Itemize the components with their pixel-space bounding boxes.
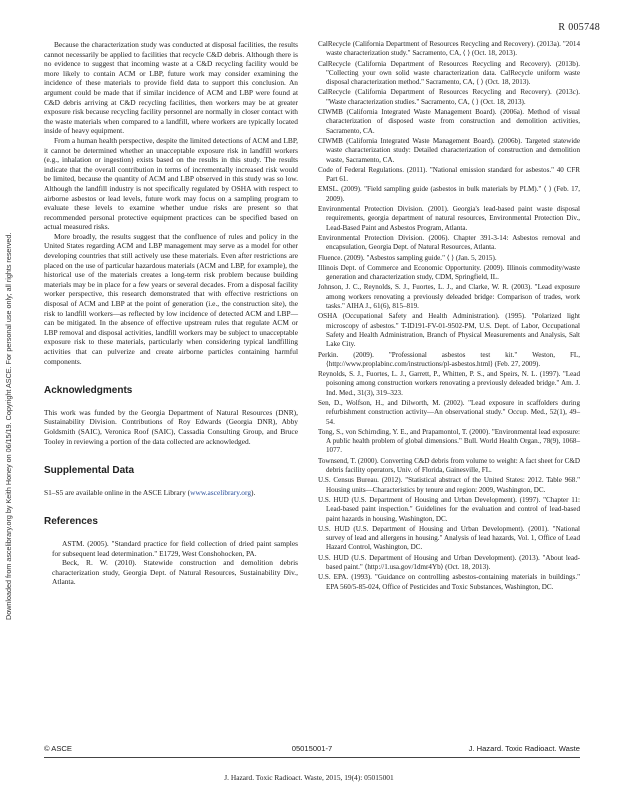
reference-entry: Reynolds, S. J., Fuortes, L. J., Garrett, P., Whitten, P. S., and Speirs, N. L. (1997). "Lead poisoning among construction workers renovating a previously deleaded bridge." Am. J. Ind. Med., 31(3), 319–323.: [318, 370, 580, 397]
reference-entry: CIWMB (California Integrated Waste Management Board). (2006a). Method of visual characterization of disposed waste from construction and demolition activities, Sacramento, CA.: [318, 108, 580, 135]
journal-name: J. Hazard. Toxic Radioact. Waste: [468, 744, 580, 753]
copyright-label: © ASCE: [44, 744, 72, 753]
reference-entry: Code of Federal Regulations. (2011). "National emission standard for asbestos." 40 CFR Part 61.: [318, 165, 580, 184]
reference-entry: Environmental Protection Division. (2001). Georgia's lead-based paint waste disposal requirements, georgia department of natural resources, Environmental Protection Div., Lead-Based Paint and Asbestos Program, Atlanta.: [318, 205, 580, 232]
reference-entry: U.S. HUD (U.S. Department of Housing and Urban Development). (1997). "Chapter 11: Lead-based paint inspection." Guidelines for the evaluation and control of lead-based paint hazards in housing, Washington, DC.: [318, 495, 580, 523]
supplemental-pre: S1–S5 are available online in the ASCE Library (: [44, 487, 191, 497]
reference-entry: CIWMB (California Integrated Waste Management Board). (2006b). Targeted statewide waste characterization study: Detailed characterization of construction and demolition waste, Sacramento, CA.: [318, 136, 580, 164]
reference-entry: Johnson, J. C., Reynolds, S. J., Fuortes, L. J., and Clarke, W. R. (2003). "Lead exposure among workers renovating a previously deleaded bridge: Comparison of trades, work tasks." AIHA J., 61(6), 815–819.: [318, 283, 580, 311]
reference-entry: U.S. Census Bureau. (2012). "Statistical abstract of the United States: 2012. Table 968." Housing units—Characteristics by tenure and region: 2009, Washington, DC.: [318, 476, 580, 494]
right-column: [318, 40, 580, 593]
body-paragraph: More broadly, the results suggest that the confluence of rules and policy in the United States regarding ACM and LBP management may serve as a model for other developing countries that still actively use these materials. Even after restrictions are placed on the use of particular hazardous materials (ACM and LBP, for example), the historical use of the materials creates a long-term risk problem because building materials may be in place for a few years or several decades. From a disposal facility worker perspective, this research demonstrated that with effective restrictions on disposal of ACM and LBP at the point of generation (i.e., the construction site), the risk to landfill workers—as reflected by low incidence of detected ACM and LBP—can be mitigated. In the absence of effective upstream rules that regulate ACM or LBP removal and disposal activities, landfill workers may be subject to unacceptable exposure risk to these materials, particularly when considering typical landfilling activities that can pulverize and create airborne particles containing harmful components.: [44, 231, 298, 366]
reference-entry: Tong, S., von Schirnding, Y. E., and Prapamontol, T. (2000). "Environmental lead exposure: A public health problem of global dimensions." Bull. World Health Organ., 78(9), 1068–1077.: [318, 427, 580, 455]
article-code: 05015001-7: [291, 744, 333, 753]
reference-entry: CalRecycle (California Department of Resources Recycling and Recovery). (2013c). "Waste characterization studies." Sacramento, CA, ⟨ ⟩ (Oct. 18, 2013).: [318, 88, 580, 106]
body-paragraph: Because the characterization study was conducted at disposal facilities, the results cannot necessarily be applied to facilities that recycle C&D debris. Although there is no evidence to suggest that incoming waste at a C&D recycling facility would be more likely to contain ACM or LBP, future work may consider examining the incidence of these materials to provide field data to support this conclusion. An argument could be made that if similar incidence of ACM and LBP were found at C&D debris arriving at C&D recycling facilities, then workers may be at greater exposure risk because recycling facility personnel are normally in closer contact with the waste materials when compared to a landfill, where workers are typically located inside of heavy equipment.: [44, 40, 298, 136]
reference-entry: CalRecycle (California Department of Resources Recycling and Recovery). (2013a). "2014 waste characterization study." Sacramento, CA, ⟨ ⟩ (Oct. 18, 2013).: [318, 40, 580, 58]
citation-line: J. Hazard. Toxic Radioact. Waste, 2015, 19(4): 05015001: [224, 773, 394, 782]
reference-entry: Illinois Dept. of Commerce and Economic Opportunity. (2009). Illinois commodity/waste generation and characterization study, CDM, Springfield, IL.: [318, 263, 580, 282]
references-heading: References: [44, 516, 98, 528]
reference-entry: Townsend, T. (2000). Converting C&D debris from volume to weight: A fact sheet for C&D debris facility operators, Univ. of Florida, Gainesville, FL.: [318, 456, 580, 475]
left-column: [44, 40, 298, 587]
reference-entry: Fluence. (2009). "Asbestos sampling guide." ⟨ ⟩ (Jan. 5, 2015).: [318, 253, 497, 262]
supplemental-post: ).: [251, 487, 256, 497]
reference-entry: U.S. HUD (U.S. Department of Housing and Urban Development). (2013). "About lead-based paint." ⟨http://1.usa.gov/1dmr4Yb⟩ (Oct. 18, 2013).: [318, 553, 580, 572]
reference-entry: U.S. EPA. (1993). "Guidance on controlling asbestos-containing materials in buildings." EPA 560/5-85-024, Office of Pesticides and Toxic Substances, Washington, DC.: [318, 573, 580, 591]
download-sidebar: [4, 200, 18, 620]
reference-entry: OSHA (Occupational Safety and Health Administration). (1995). "Polarized light microscopy of asbestos." T-ID191-FV-01-9502-PM, U.S. Dept. of Labor, Occupational Safety and Health Administration, Branch of Physical Measurements and Analysis, Salt Lake City.: [318, 312, 580, 349]
download-note: Downloaded from ascelibrary.org by Keith Honey on 06/15/19. Copyright ASCE. For personal use only; all rights reserved.: [4, 232, 13, 620]
footer-divider: [44, 757, 580, 758]
acknowledgments-heading: Acknowledgments: [44, 385, 133, 397]
asce-library-link[interactable]: www.ascelibrary.org: [190, 487, 252, 497]
reference-entry: ASTM. (2005). "Standard practice for field collection of dried paint samples for subsequent lead determination." E1729, West Conshohocken, PA.: [52, 538, 298, 558]
bates-stamp: R 005748: [558, 22, 600, 33]
body-paragraph: From a human health perspective, despite the limited detections of ACM and LBP, it cannot be determined whether an unacceptable exposure risk in landfill workers (e.g., inhalation or ingestion) exists based on the results in this study. The results indicate that the overall contribution in terms of incrementally increased risk would be limited, because the quantity of ACM and LBP observed in this study was so low. Although the landfill industry is not specifically regulated by OSHA with respect to airborne asbestos or lead levels, future work may focus on a sampling program to evaluate these levels to examine whether undue risks are present so that recommended personal protective equipment practices can be specified based on actual measured risks.: [44, 135, 298, 232]
reference-entry: Environmental Protection Division. (2006). Chapter 391-3-14: Asbestos removal and encapsulation, Georgia Dept. of Natural Resources, Atlanta.: [318, 233, 580, 252]
supplemental-heading: Supplemental Data: [44, 465, 135, 477]
reference-entry: Sen, D., Wolfson, H., and Dilworth, M. (2002). "Lead exposure in scaffolders during refurbishment construction activity—An observational study." Occup. Med., 52(1), 49–54.: [318, 398, 580, 426]
reference-entry: Beck, R. W. (2010). Statewide construction and demolition debris characterization study, Georgia Dept. of Natural Resources, Sustainability Div., Atlanta.: [52, 558, 298, 587]
acknowledgments-text: This work was funded by the Georgia Department of Natural Resources (DNR), Sustainability Division. Contributions of Roy Edwards (Georgia DNR), Abby Goldsmith (SAIC), Veronica Roof (SAIC), Cassadia Consulting Group, and Bruce Tooley in reviewing a portion of the data collected are acknowledged.: [44, 407, 298, 446]
reference-entry: Perkin. (2009). "Professional asbestos test kit." Weston, FL, ⟨http://www.proplabinc.com/instructions/pl-asbestos.html⟩ (Feb. 27, 2009).: [318, 350, 580, 368]
reference-entry: EMSL. (2009). "Field sampling guide (asbestos in bulk materials by PLM)." ⟨ ⟩ (Feb. 17, 2009).: [318, 185, 580, 203]
reference-entry: CalRecycle (California Department of Resources Recycling and Recovery). (2013b). "Collecting your own solid waste characterization data. CalRecycle uniform waste disposal characterization method." Sacramento, CA, ⟨ ⟩ (Oct. 18, 2013).: [318, 59, 580, 87]
reference-entry: U.S. HUD (U.S. Department of Housing and Urban Development). (2001). "National survey of lead and allergens in housing." Analysis of lead hazards, Vol. 1, Office of Lead Hazard Control, Washington, DC.: [318, 524, 580, 552]
supplemental-text: [44, 488, 298, 498]
